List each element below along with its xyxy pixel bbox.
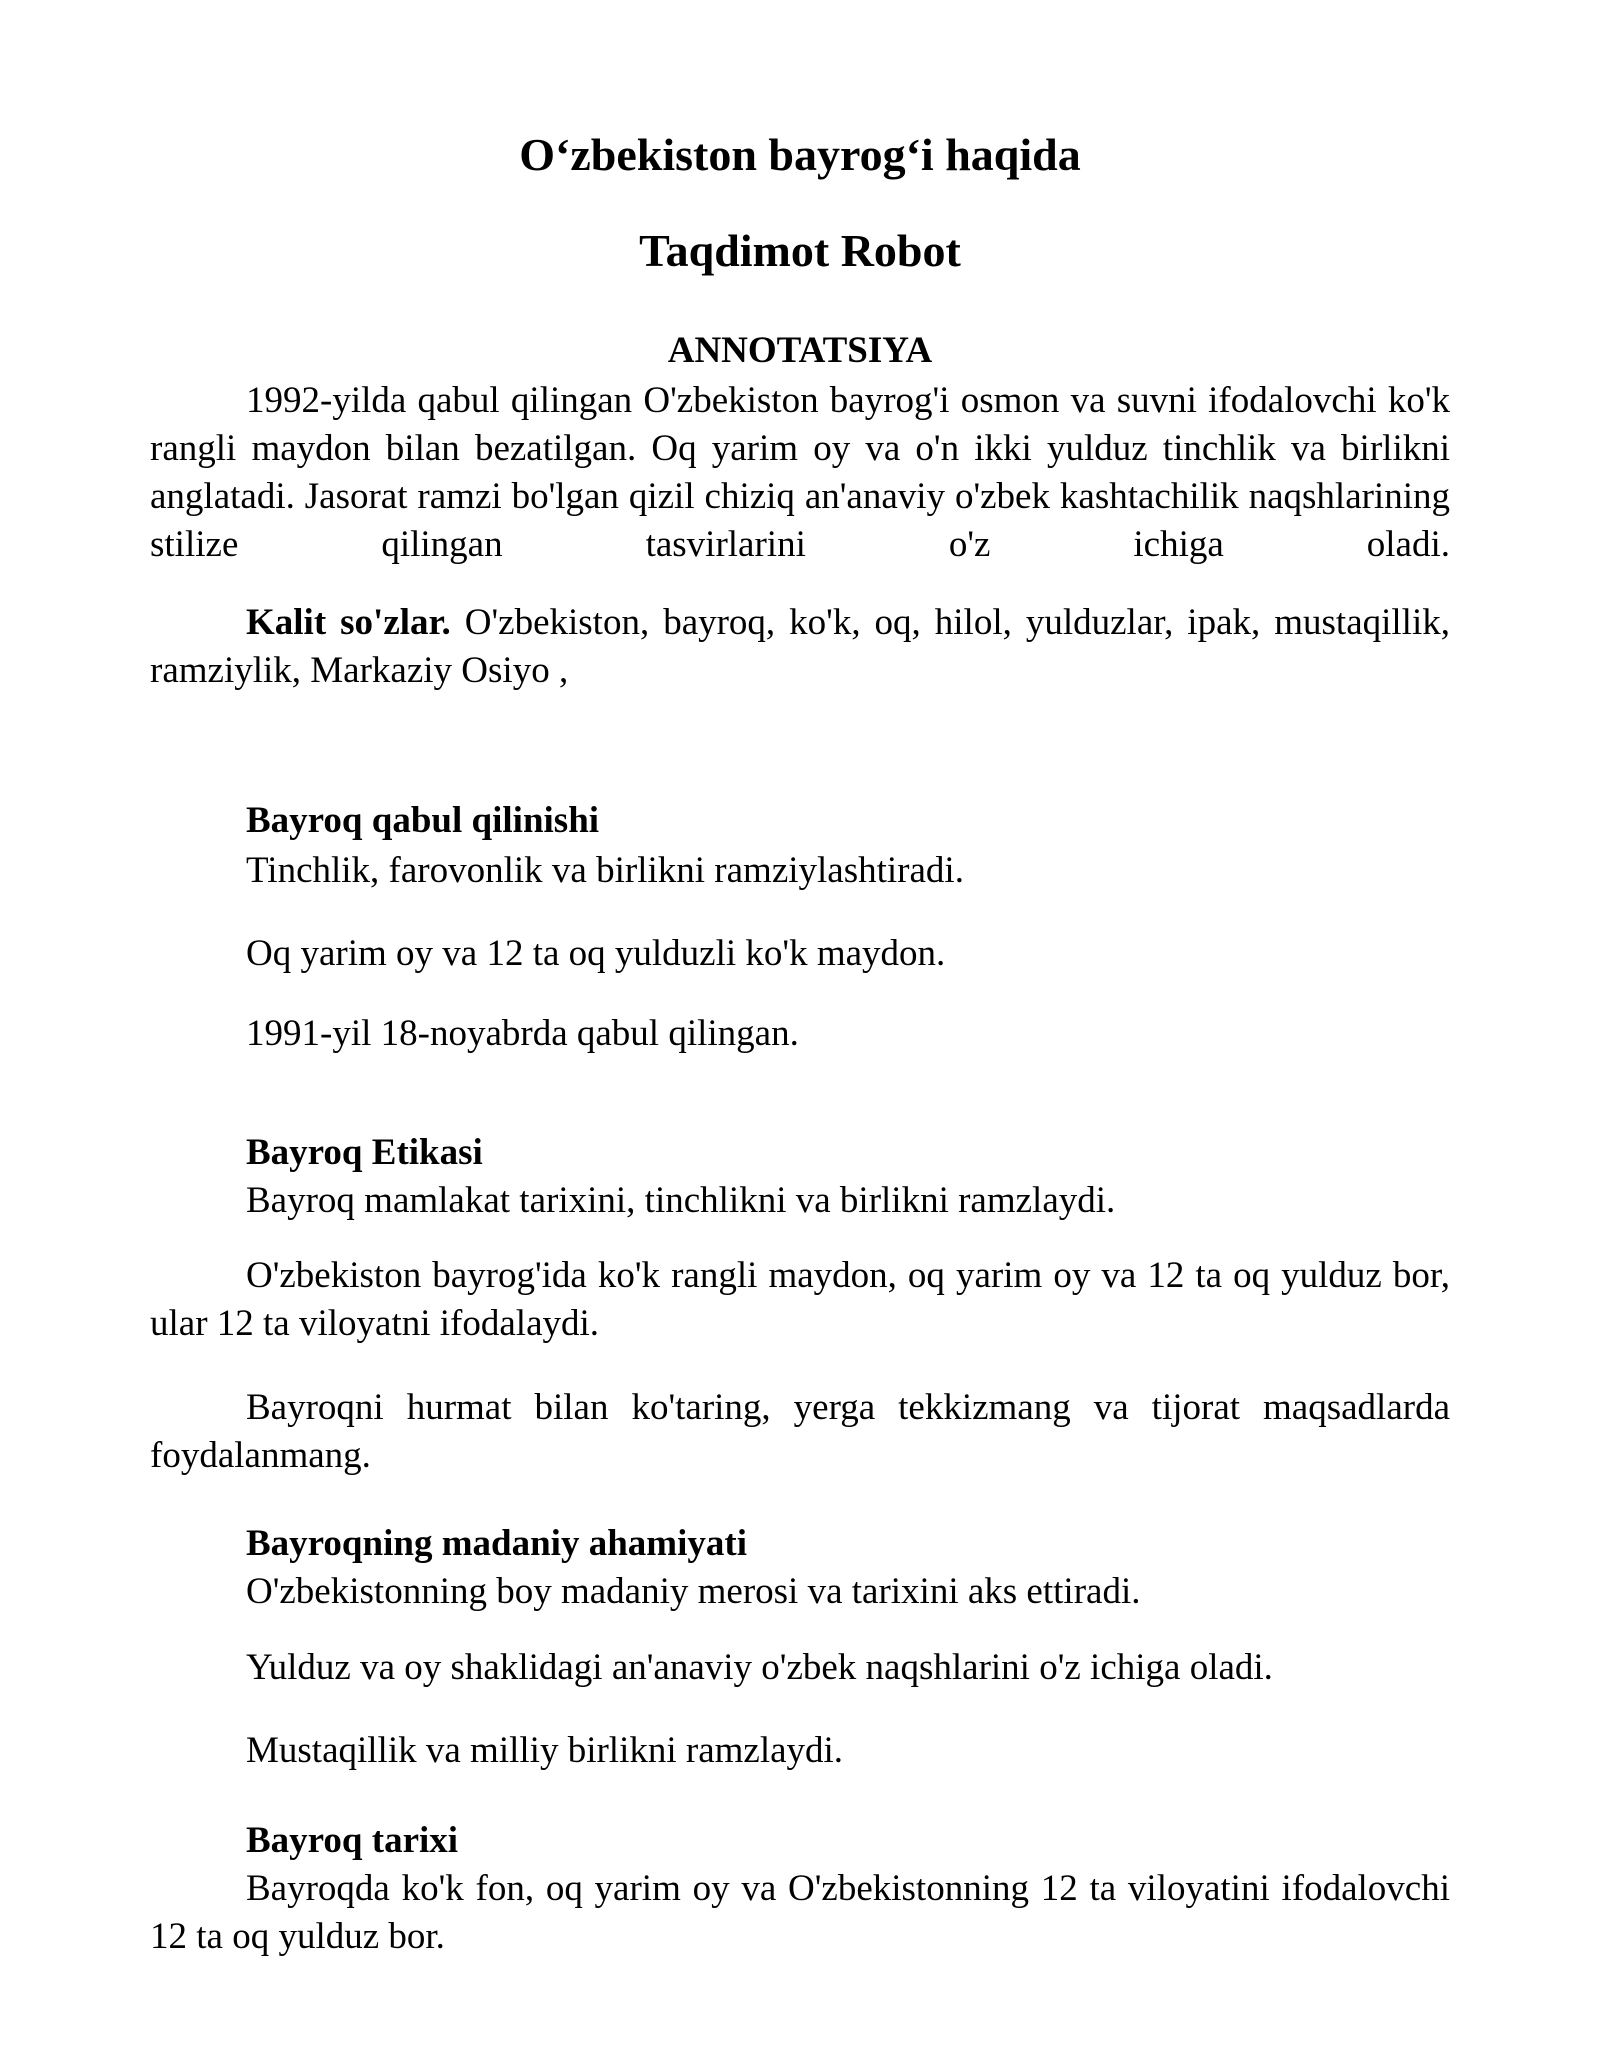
document-subtitle: Taqdimot Robot [639,225,961,276]
paragraph: Tinchlik, farovonlik va birlikni ramziylashtiradi. [246,850,964,891]
paragraph: O'zbekiston bayrog'ida ko'k rangli maydon, oq yarim oy va 12 ta oq yulduz bor, ular 12 ta viloyatni ifodalaydi. [150,1255,1450,1344]
paragraph: Bayroqda ko'k fon, oq yarim oy va O'zbekistonning 12 ta viloyatini ifodalovchi 12 ta oq yulduz bor. [150,1868,1450,1957]
section-heading: Bayroq Etikasi [246,1132,483,1173]
section-heading: Bayroqning madaniy ahamiyati [246,1523,747,1564]
paragraph: Bayroq mamlakat tarixini, tinchlikni va birlikni ramzlaydi. [246,1180,1116,1221]
paragraph: Mustaqillik va milliy birlikni ramzlaydi. [246,1730,844,1771]
document-title: O‘zbekiston bayrog‘i haqida [519,129,1081,180]
paragraph: O'zbekistonning boy madaniy merosi va tarixini aks ettiradi. [246,1571,1141,1612]
annotation-heading: ANNOTATSIYA [667,330,933,371]
keywords-text: O'zbekiston, bayroq, ko'k, oq, hilol, yulduzlar, ipak, mustaqillik, ramziylik, Markaziy Osiyo , [150,602,1450,691]
paragraph: Oq yarim oy va 12 ta oq yulduzli ko'k maydon. [246,933,946,974]
paragraph: Yulduz va oy shaklidagi an'anaviy o'zbek naqshlarini o'z ichiga oladi. [246,1647,1273,1688]
keywords-paragraph [150,599,1450,695]
paragraph: Bayroqni hurmat bilan ko'taring, yerga tekkizmang va tijorat maqsadlarda foydalanmang. [150,1387,1450,1476]
keywords-label: Kalit so'zlar. [246,602,451,643]
section-heading: Bayroq tarixi [246,1820,459,1861]
paragraph: 1991-yil 18-noyabrda qabul qilingan. [246,1013,799,1054]
annotation-paragraph: 1992-yilda qabul qilingan O'zbekiston bayrog'i osmon va suvni ifodalovchi ko'k rangli maydon bilan bezatilgan. Oq yarim oy va o'n ikki yulduz tinchlik va birlikni anglatadi. Jasorat ramzi bo'lgan qizil chiziq an'anaviy o'zbek kashtachilik naqshlarining stilize qilingan tasvirlarini o'z ichiga oladi. [150,380,1450,565]
section-heading: Bayroq qabul qilinishi [246,800,600,841]
